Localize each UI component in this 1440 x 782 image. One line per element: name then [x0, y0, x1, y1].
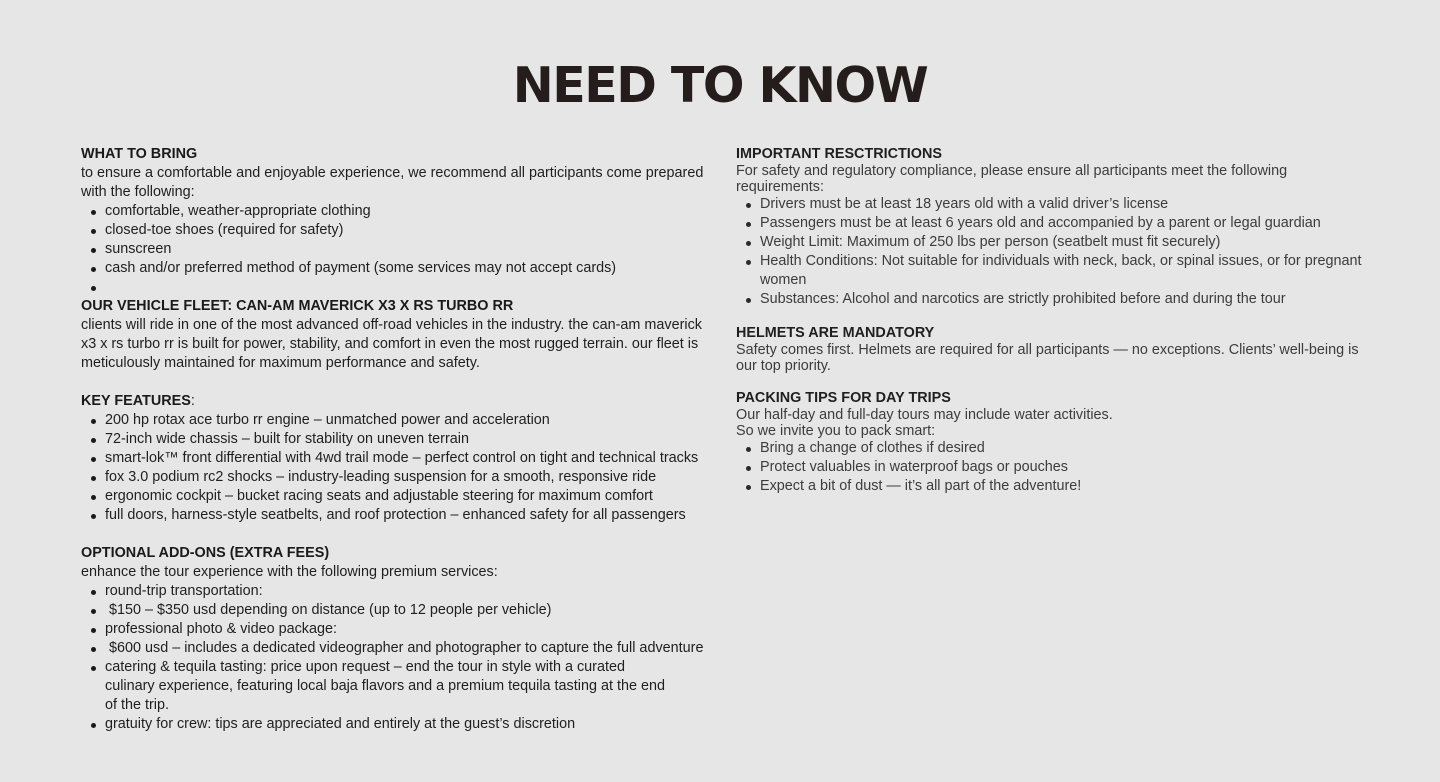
list-item: Expect a bit of dust — it’s all part of the adventure! — [760, 477, 1376, 496]
helmets-body: Safety comes first. Helmets are required for all participants — no exceptions. Clients’ well-being is our top priority. — [736, 342, 1359, 374]
list-item: $150 – $350 usd depending on distance (up to 12 people per vehicle) — [105, 601, 721, 620]
what-to-bring-intro: to ensure a comfortable and enjoyable experience, we recommend all participants come prepared with the following: — [81, 165, 704, 200]
list-item: 72-inch wide chassis – built for stability on uneven terrain — [105, 430, 721, 449]
list-item: ergonomic cockpit – bucket racing seats and adjustable steering for maximum comfort — [105, 487, 721, 506]
list-item: Drivers must be at least 18 years old with a valid driver’s license — [760, 195, 1376, 214]
list-item: full doors, harness-style seatbelts, and roof protection – enhanced safety for all passengers — [105, 506, 721, 525]
list-item: Health Conditions: Not suitable for individuals with neck, back, or spinal issues, or for pregnant women — [760, 252, 1376, 290]
restrictions-list — [736, 195, 1376, 309]
list-item: Bring a change of clothes if desired — [760, 439, 1376, 458]
helmets-section — [736, 324, 1376, 374]
list-item: professional photo & video package: — [105, 620, 721, 639]
what-to-bring-list — [81, 202, 721, 297]
add-ons-heading: OPTIONAL ADD-ONS (EXTRA FEES) — [81, 545, 330, 561]
restrictions-heading: IMPORTANT RESCTRICTIONS — [736, 146, 942, 162]
page-title: NEED TO KNOW — [512, 57, 928, 114]
list-item: Substances: Alcohol and narcotics are strictly prohibited before and during the tour — [760, 290, 1376, 309]
list-item: gratuity for crew: tips are appreciated and entirely at the guest’s discretion — [105, 715, 721, 734]
list-item: comfortable, weather-appropriate clothing — [105, 202, 721, 221]
list-item: fox 3.0 podium rc2 shocks – industry-leading suspension for a smooth, responsive ride — [105, 468, 721, 487]
packing-tips-line-2: So we invite you to pack smart: — [736, 423, 936, 439]
right-column — [736, 145, 1376, 496]
list-item: smart-lok™ front differential with 4wd trail mode – perfect control on tight and technical tracks — [105, 449, 721, 468]
vehicle-fleet-body: clients will ride in one of the most advanced off-road vehicles in the industry. the can-am maverick x3 x rs turbo rr is built for power, stability, and comfort in even the most rugged terrain. our fleet is meticulously maintained for maximum performance and safety. — [81, 317, 702, 371]
list-item: cash and/or preferred method of payment (some services may not accept cards) — [105, 259, 721, 278]
key-features-heading-line — [81, 392, 721, 411]
what-to-bring-heading: WHAT TO BRING — [81, 146, 198, 162]
list-item: Passengers must be at least 6 years old and accompanied by a parent or legal guardian — [760, 214, 1376, 233]
what-to-bring-section — [81, 145, 721, 297]
list-item: catering & tequila tasting: price upon request – end the tour in style with a curated culinary experience, featuring local baja flavors and a premium tequila tasting at the end of the trip. — [105, 658, 721, 715]
list-item: closed-toe shoes (required for safety) — [105, 221, 721, 240]
helmets-heading: HELMETS ARE MANDATORY — [736, 325, 935, 341]
vehicle-fleet-section — [81, 297, 721, 373]
packing-tips-section — [736, 389, 1376, 496]
restrictions-intro: For safety and regulatory compliance, please ensure all participants meet the following requirements: — [736, 163, 1288, 195]
packing-tips-line-1: Our half-day and full-day tours may include water activities. — [736, 407, 1113, 423]
key-features-section — [81, 392, 721, 525]
key-features-list — [81, 411, 721, 525]
list-item: sunscreen — [105, 240, 721, 259]
packing-tips-heading: PACKING TIPS FOR DAY TRIPS — [736, 390, 951, 406]
packing-tips-list — [736, 439, 1376, 496]
list-item: Protect valuables in waterproof bags or pouches — [760, 458, 1376, 477]
list-item: round-trip transportation: — [105, 582, 721, 601]
list-item: Weight Limit: Maximum of 250 lbs per person (seatbelt must fit securely) — [760, 233, 1376, 252]
list-item: 200 hp rotax ace turbo rr engine – unmatched power and acceleration — [105, 411, 721, 430]
add-ons-list — [81, 582, 721, 734]
key-features-colon: : — [190, 393, 195, 409]
list-item — [105, 278, 721, 297]
add-ons-intro: enhance the tour experience with the following premium services: — [81, 564, 498, 580]
list-item: $600 usd – includes a dedicated videographer and photographer to capture the full adventure — [105, 639, 721, 658]
restrictions-section — [736, 145, 1376, 309]
left-column — [81, 145, 721, 734]
add-ons-section — [81, 544, 721, 734]
key-features-heading: KEY FEATURES — [81, 393, 191, 409]
vehicle-fleet-heading: OUR VEHICLE FLEET: CAN-AM MAVERICK X3 X RS TURBO RR — [81, 298, 514, 314]
